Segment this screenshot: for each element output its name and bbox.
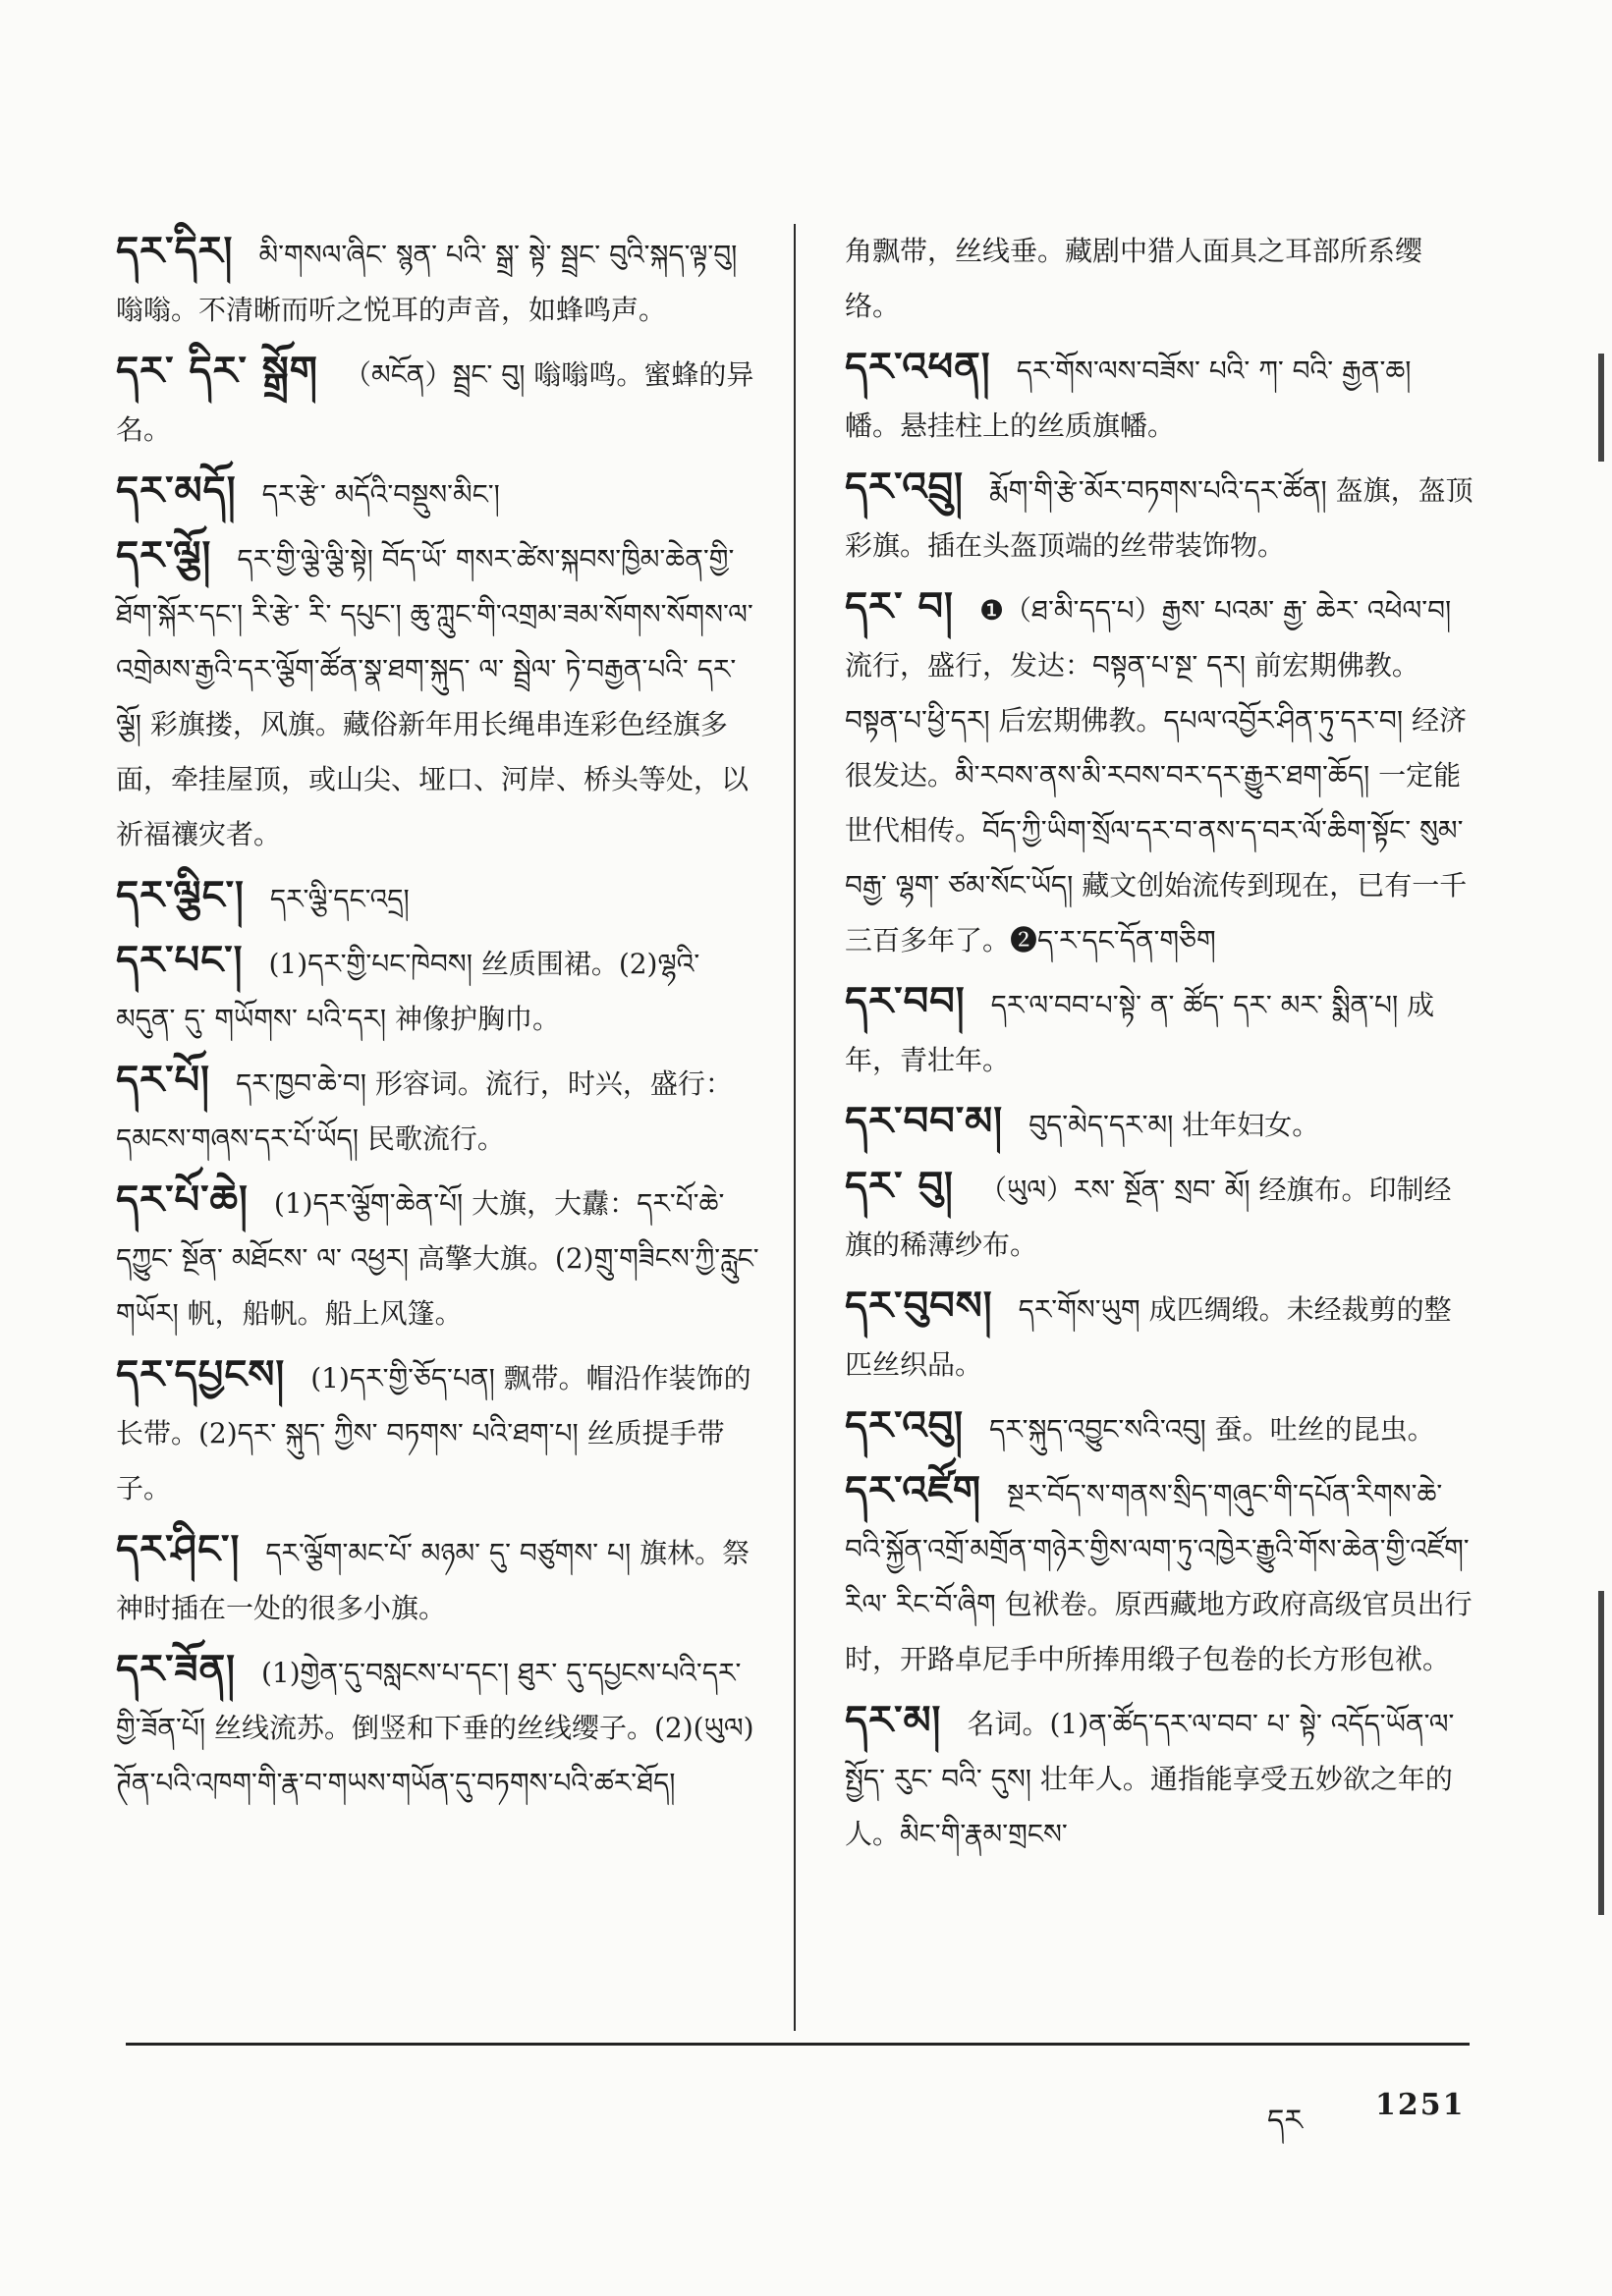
entry-headword: དར་པོ། [116, 1057, 210, 1103]
dictionary-entry [116, 868, 764, 927]
column-divider [794, 224, 796, 2031]
entry-headword: དར་ལྕིང་། [116, 872, 245, 918]
entry-headword: དར་ཟོན། [116, 1646, 236, 1692]
entry-headword: དར་བབ་མ། [845, 1098, 1004, 1144]
dictionary-entry [116, 933, 764, 1047]
entry-definition: (1)དར་གྱི་པང་ཁེབས། 丝质围裙。(2)ལྷའི་ མདུན་ དུ་ གཡོགས་ པའི་དར། 神像护胸巾。 [116, 948, 700, 1035]
dictionary-entry [845, 1159, 1473, 1273]
dictionary-entry [845, 340, 1473, 454]
entry-definition: 角飘带，丝线垂。藏剧中猎人面具之耳部所系缨络。 [845, 235, 1423, 322]
dictionary-entry [845, 1279, 1473, 1393]
entry-definition: རྨོག་གི་རྩེ་མོར་བཏགས་པའི་དར་ཚོན། 盔旗，盔顶彩旗。插在头盔顶端的丝带装饰物。 [845, 474, 1473, 562]
folio-tibetan: དར [1267, 2104, 1304, 2138]
entry-definition: དར་རྩེ་ མདོའི་བསྡུས་མིང་། [261, 478, 500, 511]
entry-definition: དར་ལྕོག་མང་པོ་ མཉམ་ དུ་ བཙུགས་ པ། 旗林。祭神时插在一处的很多小旗。 [116, 1537, 750, 1624]
entry-definition: ❶（ཐ་མི་དད་པ）རྒྱས་ པའམ་ རྒྱ་ ཆེར་ འཕེལ་བ། 流行，盛行，发达：བསྟན་པ་སྔ་ དར། 前宏期佛教。བསྟན་པ་ཕྱི་དར། 后宏期佛教。དཔལ་འབྱོར་ཤིན་ཏུ་དར་བ། 经济很发达。མི་རབས་ནས་མི་རབས་བར་དར་རྒྱུར་ཐག་ཆོད། 一定能世代相传。བོད་ཀྱི་ཡིག་སྲོལ་དར་བ་ནས་ད་བར་ལོ་ཆིག་སྟོང་ སུམ་ བརྒྱ་ ལྷག་ ཙམ་སོང་ཡོད། 藏文创始流传到现在，已有一千三百多年了。❷ད་ར་དང་དོན་གཅིག [845, 594, 1468, 957]
dictionary-entry [845, 460, 1473, 574]
entry-headword: དར་པོ་ཆེ། [116, 1176, 249, 1223]
dictionary-entry [845, 1094, 1473, 1153]
entry-definition: (1)གྱེན་དུ་བསླངས་པ་དང་། ཐུར་ དུ་དཔྱངས་པའི་དར་གྱི་ཟོན་པོ། 丝线流苏。倒竖和下垂的丝线缨子。(2)(ཡུལ) ཊོན་པའི་འཁག་གི་རྣ་བ་གཡས་གཡོན་དུ་བཏགས་པའི་ཚར་ཐོད། [116, 1657, 754, 1799]
dictionary-entry [845, 1463, 1473, 1687]
entry-headword: དར་བུབས། [845, 1283, 993, 1329]
dictionary-entry [116, 344, 764, 458]
footer-rule [126, 2043, 1470, 2046]
entry-definition: (1)དར་གྱི་ཅོད་པན། 飘带。帽沿作装饰的长带。(2)དར་ སྐུད་ ཀྱིས་ བཏགས་ པའི་ཐག་པ། 丝质提手带子。 [116, 1362, 751, 1504]
entry-headword: དར་བབ། [845, 978, 966, 1024]
entry-headword: དར་ལྕོ། [116, 532, 212, 578]
dictionary-entry [116, 1173, 764, 1341]
dictionary-entry [845, 1398, 1473, 1457]
dictionary-entry [116, 1642, 764, 1811]
dictionary-entry [116, 1347, 764, 1516]
entry-definition: བུད་མེད་དར་མ། 壮年妇女。 [1028, 1109, 1320, 1141]
entry-definition: （མངོན）སྦྲང་ བུ། 嗡嗡鸣。蜜蜂的异名。 [116, 358, 754, 446]
entry-definition: དར་ལྕི་དང་འདྲ། [269, 883, 410, 915]
entry-headword: དར་མ། [845, 1697, 942, 1743]
entry-definition: དར་སྐུད་འབྱུང་སའི་འབུ། 蚕。吐丝的昆虫。 [989, 1413, 1435, 1446]
entry-headword: དར་ བུ། [845, 1163, 954, 1209]
entry-definition: 名词。(1)ན་ཚོད་དར་ལ་བབ་ པ་ སྟེ་ འདོད་ཡོན་ལ་ སྤྱོད་ རུང་ བའི་ དུས། 壮年人。通指能享受五妙欲之年的人。མིང་གི་རྣམ་གྲངས་ [845, 1708, 1455, 1850]
entry-headword: དར་འབྲུ། [845, 464, 964, 510]
dictionary-entry [116, 224, 764, 338]
entry-headword: དར་ དིར་ སྒྲོག [116, 348, 318, 394]
entry-headword: དར་འབུ། [845, 1402, 964, 1449]
dictionary-entry-continued [845, 224, 1473, 334]
right-column [845, 224, 1473, 1868]
scan-margin-mark [1598, 1591, 1604, 1915]
entry-definition: དར་གྱི་ལྕེ་ལྕི་སྟེ། བོད་ཡོ་ གསར་ཚེས་སྐབས་ཁྱིམ་ཆེན་གྱི་ཐོག་སྐོར་དང་། རི་རྩེ་ རི་ དཔུང་། ཆུ་ཀླུང་གི་འགྲམ་ཟམ་སོགས་སོགས་ལ་ འགྲེམས་རྒྱའི་དར་ལྕོག་ཚོན་སྣ་ཐག་སྐུད་ ལ་ སྦྲེལ་ ཏེ་བརྒྱན་པའི་ དར་ ལྕོ། 彩旗搂，风旗。藏俗新年用长绳串连彩色经旗多面，牵挂屋顶，或山尖、垭口、河岸、桥头等处，以祈福禳灾者。 [116, 543, 753, 850]
entry-definition: （ཡུལ）རས་ སྔོན་ སྲབ་ མོ། 经旗布。印制经旗的稀薄纱布。 [845, 1174, 1452, 1261]
left-column [116, 224, 764, 1817]
entry-headword: དར་པང་། [116, 937, 244, 983]
entry-headword: དར་འཕན། [845, 344, 991, 390]
page-number: 1251 [1375, 2088, 1466, 2122]
dictionary-entry [116, 1053, 764, 1167]
entry-headword: དར་ བ། [845, 583, 954, 629]
scan-margin-mark [1598, 354, 1604, 462]
dictionary-entry [845, 1693, 1473, 1862]
dictionary-entry [116, 1522, 764, 1636]
dictionary-entry [116, 528, 764, 862]
entry-headword: དར་དིར། [116, 228, 234, 274]
entry-headword: དར་མདོ། [116, 467, 237, 514]
entry-headword: དར་ཤིང་། [116, 1526, 241, 1572]
entry-headword: དར་དཔྱངས། [116, 1351, 286, 1397]
dictionary-entry [845, 579, 1473, 968]
entry-definition: མི་གསལ་ཞིང་ སྙན་ པའི་ སྒྲ་ སྟེ་ སྦྲང་ བུའི་སྐད་ལྟ་བུ། 嗡嗡。不清晰而听之悦耳的声音，如蜂鸣声。 [116, 239, 738, 326]
entry-definition: དར་ལ་བབ་པ་སྟེ་ ན་ ཚོད་ དར་ མར་ སྨིན་པ། 成年，青壮年。 [845, 989, 1435, 1076]
dictionary-entry [116, 464, 764, 522]
entry-definition: (1)དར་ལྕོག་ཆེན་པོ། 大旗，大纛：དར་པོ་ཆེ་ དཀྱུང་ སྔོན་ མཐོངས་ ལ་ འཕྱར། 高擎大旗。(2)གྲུ་གཟིངས་ཀྱི་རླུང་གཡོར། 帆，船帆。船上风篷。 [116, 1187, 759, 1330]
dictionary-entry [845, 974, 1473, 1088]
entry-definition: དར་ཁྱབ་ཆེ་བ། 形容词。流行，时兴，盛行：དམངས་གཞས་དར་པོ་ཡོད། 民歌流行。 [116, 1067, 733, 1155]
entry-headword: དར་འཛོག [845, 1467, 982, 1513]
entry-definition: དར་གོས་ཡུག 成匹绸缎。未经裁剪的整匹丝织品。 [845, 1293, 1452, 1381]
entry-definition: དར་གོས་ལས་བཟོས་ པའི་ ཀ་ བའི་ རྒྱན་ཆ། 幡。悬挂柱上的丝质旗幡。 [845, 355, 1412, 442]
entry-definition: སྔར་བོད་ས་གནས་སྲིད་གཞུང་གི་དཔོན་རིགས་ཆེ་བའི་སྐྱོན་འགྲོ་མགྲོན་གཉེར་གྱིས་ལག་ཏུ་འཁྱེར་རྒྱུའི་གོས་ཆེན་གྱི་འཛོག་ རིལ་ རིང་བོ་ཞིག 包袱卷。原西藏地方政府高级官员出行时，开路卓尼手中所捧用缎子包卷的长方形包袱。 [845, 1478, 1473, 1675]
